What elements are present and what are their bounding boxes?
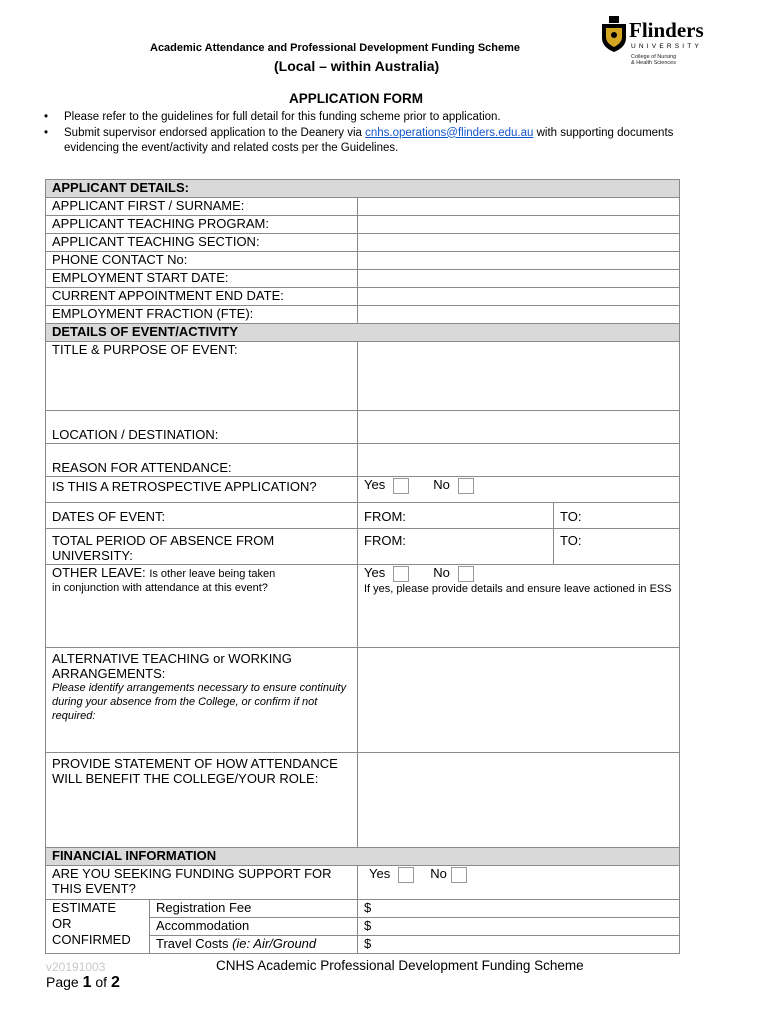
version-label: v20191003: [46, 960, 106, 974]
other-leave-no-label: No: [433, 565, 450, 580]
bullet-icon: •: [44, 126, 49, 139]
other-leave-options: [358, 565, 680, 648]
event-details-heading: DETAILS OF EVENT/ACTIVITY: [46, 324, 680, 342]
other-leave-label: OTHER LEAVE:: [52, 565, 146, 580]
teaching-section-input[interactable]: [358, 234, 680, 252]
applicant-name-input[interactable]: [358, 198, 680, 216]
absence-from-field[interactable]: FROM:: [358, 529, 554, 565]
retrospective-label: IS THIS A RETROSPECTIVE APPLICATION?: [46, 477, 358, 503]
alt-teaching-label: ALTERNATIVE TEACHING or WORKING ARRANGEMENTS:: [52, 651, 292, 681]
reason-input[interactable]: [358, 444, 680, 477]
crest-icon: [601, 16, 627, 52]
title-purpose-input[interactable]: [358, 342, 680, 411]
other-leave-cell: OTHER LEAVE: Is other leave being taken in conjunction with attendance at this event?: [46, 565, 358, 648]
phone-input[interactable]: [358, 252, 680, 270]
financial-heading: FINANCIAL INFORMATION: [46, 848, 680, 866]
applicant-name-label: APPLICANT FIRST / SURNAME:: [46, 198, 358, 216]
alt-teaching-cell: [46, 648, 358, 753]
benefit-label: PROVIDE STATEMENT OF HOW ATTENDANCE WILL BENEFIT THE COLLEGE/YOUR ROLE:: [46, 753, 358, 848]
teaching-program-input[interactable]: [358, 216, 680, 234]
retrospective-yes-label: Yes: [364, 477, 386, 492]
logo-name: Flinders: [629, 18, 704, 42]
benefit-input[interactable]: [358, 753, 680, 848]
location-label: LOCATION / DESTINATION:: [46, 411, 358, 444]
scheme-subtitle: (Local – within Australia): [274, 58, 440, 74]
deanery-email-link[interactable]: cnhs.operations@flinders.edu.au: [365, 126, 534, 139]
fte-label: EMPLOYMENT FRACTION (FTE):: [46, 306, 358, 324]
seeking-funding-options: [358, 866, 680, 900]
travel-costs-label: Travel Costs (ie: Air/Ground: [150, 936, 358, 954]
instructions-list: [42, 110, 692, 157]
teaching-program-label: APPLICANT TEACHING PROGRAM:: [46, 216, 358, 234]
flinders-logo: [601, 14, 713, 72]
absence-label: TOTAL PERIOD OF ABSENCE FROM UNIVERSITY:: [46, 529, 358, 565]
registration-fee-input[interactable]: $: [358, 900, 680, 918]
funding-no-label: No: [430, 866, 447, 881]
page-number: Page 1 of 2: [46, 974, 120, 991]
accommodation-label: Accommodation: [150, 918, 358, 936]
registration-fee-label: Registration Fee: [150, 900, 358, 918]
application-form-table: [45, 179, 680, 954]
footer-title: CNHS Academic Professional Development Funding Scheme: [216, 958, 584, 973]
scheme-title: Academic Attendance and Professional Development Funding Scheme: [150, 42, 521, 54]
estimate-confirmed-cell: ESTIMATE OR CONFIRMED: [46, 900, 150, 954]
list-item: • Submit supervisor endorsed application to the Deanery via cnhs.operations@flinders.edu.au with supporting documents evidencing the event/activity and related costs per the Guidelines.: [44, 126, 674, 154]
travel-costs-input[interactable]: $: [358, 936, 680, 954]
funding-yes-label: Yes: [369, 866, 391, 881]
bullet-icon: •: [44, 111, 49, 123]
dates-label: DATES OF EVENT:: [46, 503, 358, 529]
fte-input[interactable]: [358, 306, 680, 324]
teaching-section-label: APPLICANT TEACHING SECTION:: [46, 234, 358, 252]
phone-label: PHONE CONTACT No:: [46, 252, 358, 270]
retrospective-no-label: No: [433, 477, 450, 492]
seeking-funding-label: ARE YOU SEEKING FUNDING SUPPORT FOR THIS EVENT?: [46, 866, 358, 900]
dates-to-field[interactable]: TO:: [554, 503, 680, 529]
retrospective-yes-checkbox[interactable]: [393, 478, 409, 494]
logo-college: College of Nursing & Health Sciences: [631, 54, 677, 66]
other-leave-note: If yes, please provide details and ensure leave actioned in ESS: [364, 582, 672, 595]
list-item: • Please refer to the guidelines for full detail for this funding scheme prior to application.: [42, 110, 692, 126]
alt-teaching-note: Please identify arrangements necessary to ensure continuity during your absence from the College, or confirm if not required:: [52, 682, 347, 722]
location-input[interactable]: [358, 411, 680, 444]
logo-university: UNIVERSITY: [631, 43, 703, 50]
funding-yes-checkbox[interactable]: [398, 867, 414, 883]
appointment-end-label: CURRENT APPOINTMENT END DATE:: [46, 288, 358, 306]
other-leave-no-checkbox[interactable]: [458, 566, 474, 582]
reason-label: REASON FOR ATTENDANCE:: [46, 444, 358, 477]
retrospective-options: [358, 477, 680, 503]
funding-no-checkbox[interactable]: [451, 867, 467, 883]
dates-from-field[interactable]: FROM:: [358, 503, 554, 529]
other-leave-yes-label: Yes: [364, 565, 386, 580]
employment-start-label: EMPLOYMENT START DATE:: [46, 270, 358, 288]
accommodation-input[interactable]: $: [358, 918, 680, 936]
title-purpose-label: TITLE & PURPOSE OF EVENT:: [46, 342, 358, 411]
alt-teaching-input[interactable]: [358, 648, 680, 753]
other-leave-yes-checkbox[interactable]: [393, 566, 409, 582]
form-title: APPLICATION FORM: [289, 91, 423, 106]
applicant-details-heading: APPLICANT DETAILS:: [46, 180, 680, 198]
employment-start-input[interactable]: [358, 270, 680, 288]
retrospective-no-checkbox[interactable]: [458, 478, 474, 494]
absence-to-field[interactable]: TO:: [554, 529, 680, 565]
appointment-end-input[interactable]: [358, 288, 680, 306]
